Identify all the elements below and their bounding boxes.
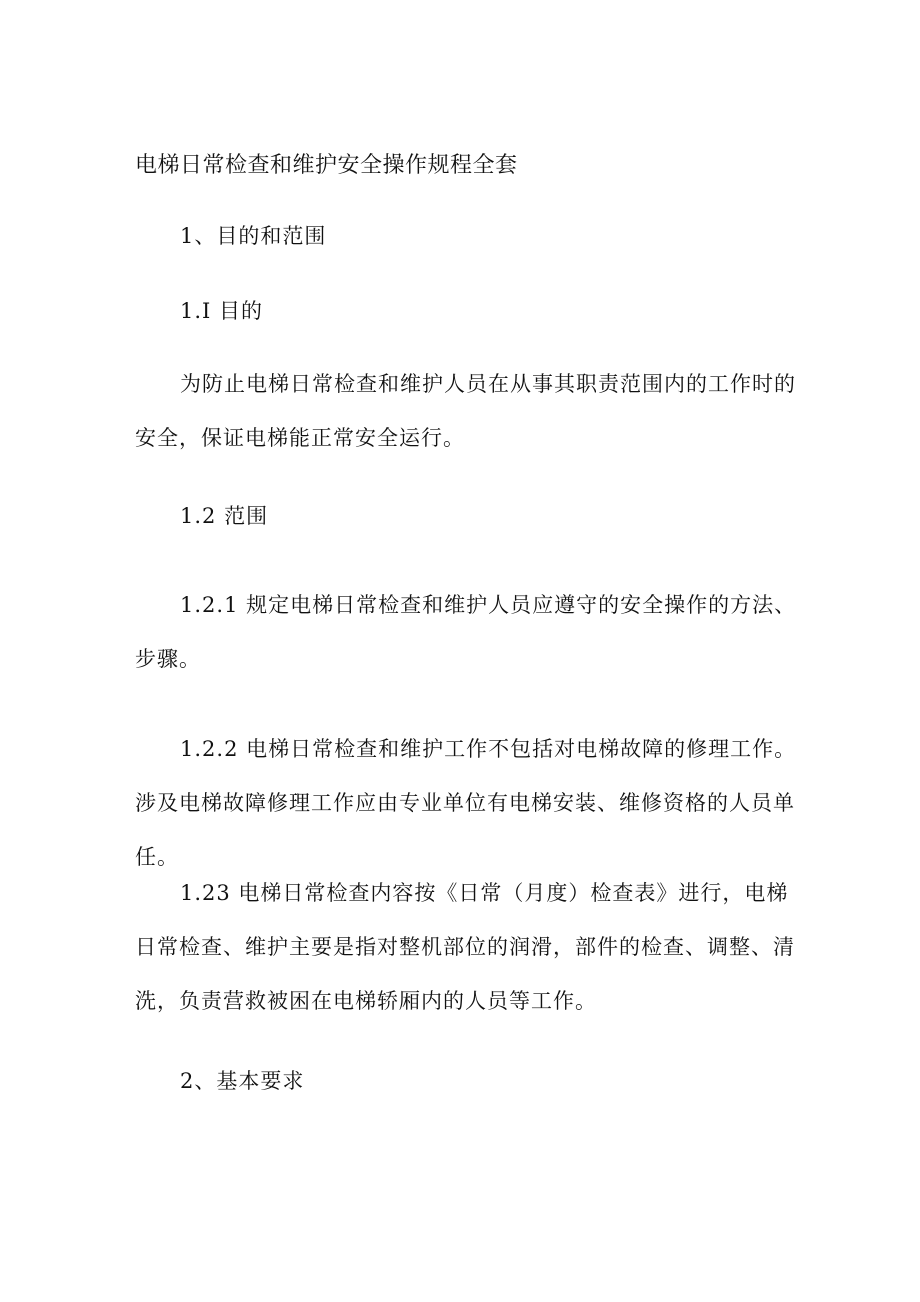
section-heading-1-1: 1.I 目的 <box>180 299 264 323</box>
document-title: 电梯日常检查和维护安全操作规程全套 <box>135 153 518 178</box>
paragraph-purpose: 为防止电梯日常检查和维护人员在从事其职责范围内的工作时的安全，保证电梯能正常安全运行。 <box>135 372 796 450</box>
paragraph-1-2-2: 1.2.2 电梯日常检查和维护工作不包括对电梯故障的修理工作。涉及电梯故障修理工作应由专业单位有电梯安装、维修资格的人员单任。 <box>135 737 797 869</box>
section-heading-1: 1、目的和范围 <box>180 224 327 248</box>
section-heading-2: 2、基本要求 <box>180 1069 305 1093</box>
paragraph-1-2-1: 1.2.1 规定电梯日常检查和维护人员应遵守的安全操作的方法、步骤。 <box>135 593 797 671</box>
section-heading-1-2: 1.2 范围 <box>180 504 269 528</box>
paragraph-1-2-3: 1.23 电梯日常检查内容按《日常（月度）检查表》进行，电梯日常检查、维护主要是指对整机部位的润滑，部件的检查、调整、清洗，负责营救被困在电梯轿厢内的人员等工作。 <box>135 881 795 1013</box>
